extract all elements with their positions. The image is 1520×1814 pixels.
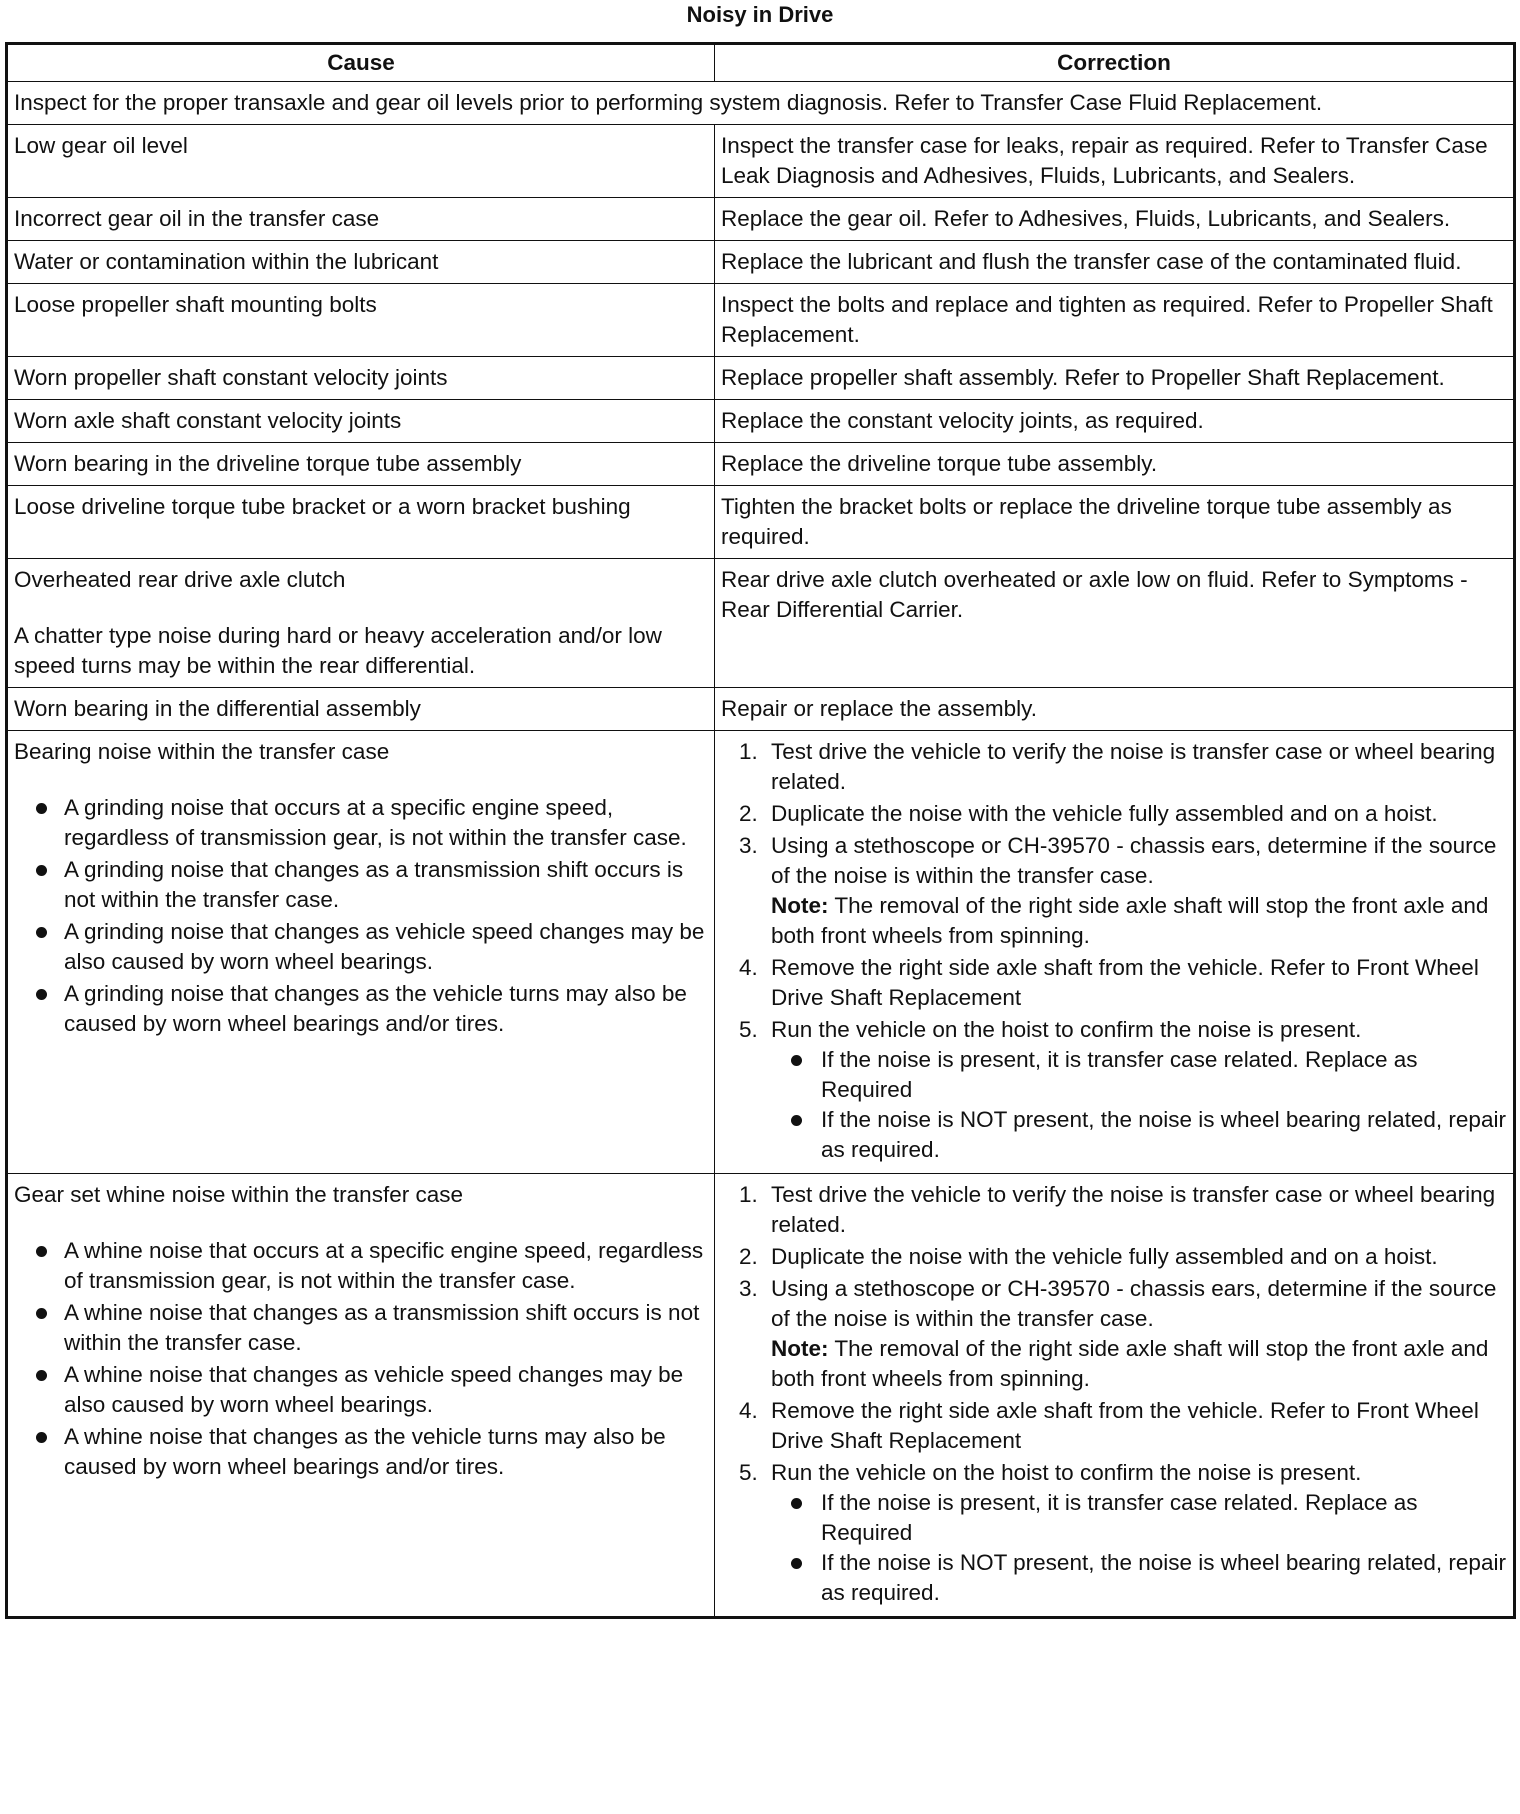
cause-header: Cause (7, 44, 715, 82)
step-number: 5. (739, 1017, 758, 1042)
table-row (7, 443, 1515, 486)
step-item (721, 737, 1507, 797)
step-item (721, 1396, 1507, 1456)
procedure-steps (721, 1180, 1507, 1608)
bullet-item: A grinding noise that changes as vehicle speed changes may be also caused by worn wheel bearings. (14, 917, 708, 977)
step-text: Using a stethoscope or CH-39570 - chassis ears, determine if the source of the noise is within the transfer case. (771, 1276, 1497, 1331)
cause-bullet-list (14, 793, 708, 1039)
cause-cell: Worn bearing in the driveline torque tube assembly (7, 443, 715, 486)
cause-cell: Worn axle shaft constant velocity joints (7, 400, 715, 443)
correction-cell (715, 731, 1515, 1174)
bullet-item: A grinding noise that changes as a transmission shift occurs is not within the transfer case. (14, 855, 708, 915)
cause-text: Bearing noise within the transfer case (14, 739, 390, 764)
sub-bullet-item: If the noise is NOT present, the noise is wheel bearing related, repair as required. (771, 1548, 1507, 1608)
procedure-steps (721, 737, 1507, 1165)
cause-text: Overheated rear drive axle clutch (14, 567, 346, 592)
correction-cell: Rear drive axle clutch overheated or axle low on fluid. Refer to Symptoms - Rear Differential Carrier. (715, 559, 1515, 688)
intro-cell: Inspect for the proper transaxle and gear oil levels prior to performing system diagnosis. Refer to Transfer Case Fluid Replacement. (7, 82, 1515, 125)
cause-cell (7, 731, 715, 1174)
correction-header: Correction (715, 44, 1515, 82)
correction-cell: Inspect the transfer case for leaks, repair as required. Refer to Transfer Case Leak Diagnosis and Adhesives, Fluids, Lubricants, and Sealers. (715, 125, 1515, 198)
note (771, 891, 1507, 951)
table-row (7, 1174, 1515, 1618)
step-item (721, 953, 1507, 1013)
step-item (721, 1274, 1507, 1394)
correction-cell: Replace propeller shaft assembly. Refer to Propeller Shaft Replacement. (715, 357, 1515, 400)
note-label: Note: (771, 893, 829, 918)
cause-cell: Worn propeller shaft constant velocity joints (7, 357, 715, 400)
step-number: 3. (739, 1276, 758, 1301)
step-number: 4. (739, 955, 758, 980)
step-text: Duplicate the noise with the vehicle fully assembled and on a hoist. (771, 801, 1438, 826)
step-text: Duplicate the noise with the vehicle fully assembled and on a hoist. (771, 1244, 1438, 1269)
table-row (7, 731, 1515, 1174)
table-row (7, 486, 1515, 559)
step-number: 1. (739, 1182, 758, 1207)
note (771, 1334, 1507, 1394)
cause-cell: Water or contamination within the lubricant (7, 241, 715, 284)
bullet-item: A grinding noise that occurs at a specific engine speed, regardless of transmission gear, is not within the transfer case. (14, 793, 708, 853)
step-number: 3. (739, 833, 758, 858)
step-number: 5. (739, 1460, 758, 1485)
step-text: Test drive the vehicle to verify the noise is transfer case or wheel bearing related. (771, 739, 1496, 794)
intro-row (7, 82, 1515, 125)
correction-cell: Inspect the bolts and replace and tighten as required. Refer to Propeller Shaft Replacement. (715, 284, 1515, 357)
step-item (721, 1180, 1507, 1240)
correction-cell: Repair or replace the assembly. (715, 688, 1515, 731)
cause-cell: Worn bearing in the differential assembly (7, 688, 715, 731)
sub-bullet-item: If the noise is present, it is transfer case related. Replace as Required (771, 1045, 1507, 1105)
step-number: 2. (739, 1244, 758, 1269)
step-text: Using a stethoscope or CH-39570 - chassis ears, determine if the source of the noise is within the transfer case. (771, 833, 1497, 888)
cause-text: Gear set whine noise within the transfer case (14, 1182, 463, 1207)
note-text: The removal of the right side axle shaft will stop the front axle and both front wheels from spinning. (771, 893, 1489, 948)
bullet-item: A grinding noise that changes as the vehicle turns may also be caused by worn wheel bearings and/or tires. (14, 979, 708, 1039)
cause-cell (7, 1174, 715, 1618)
step-text: Run the vehicle on the hoist to confirm the noise is present. (771, 1460, 1362, 1485)
cause-cell: Loose propeller shaft mounting bolts (7, 284, 715, 357)
bullet-item: A whine noise that changes as vehicle speed changes may be also caused by worn wheel bearings. (14, 1360, 708, 1420)
correction-cell: Replace the gear oil. Refer to Adhesives, Fluids, Lubricants, and Sealers. (715, 198, 1515, 241)
step-item (721, 1242, 1507, 1272)
step-number: 1. (739, 739, 758, 764)
table-row (7, 688, 1515, 731)
correction-cell: Tighten the bracket bolts or replace the driveline torque tube assembly as required. (715, 486, 1515, 559)
table-header-row (7, 44, 1515, 82)
sub-bullet-list (771, 1045, 1507, 1165)
step-item (721, 1458, 1507, 1608)
step-text: Remove the right side axle shaft from the vehicle. Refer to Front Wheel Drive Shaft Replacement (771, 1398, 1479, 1453)
table-row (7, 559, 1515, 688)
step-text: Run the vehicle on the hoist to confirm the noise is present. (771, 1017, 1362, 1042)
correction-cell (715, 1174, 1515, 1618)
sub-bullet-item: If the noise is present, it is transfer case related. Replace as Required (771, 1488, 1507, 1548)
step-item (721, 831, 1507, 951)
table-row (7, 241, 1515, 284)
step-text: Remove the right side axle shaft from the vehicle. Refer to Front Wheel Drive Shaft Replacement (771, 955, 1479, 1010)
table-row (7, 284, 1515, 357)
sub-bullet-list (771, 1488, 1507, 1608)
cause-detail: A chatter type noise during hard or heavy acceleration and/or low speed turns may be within the rear differential. (14, 623, 662, 678)
table-row (7, 400, 1515, 443)
table-row (7, 198, 1515, 241)
bullet-item: A whine noise that occurs at a specific engine speed, regardless of transmission gear, is not within the transfer case. (14, 1236, 708, 1296)
step-item (721, 799, 1507, 829)
cause-bullet-list (14, 1236, 708, 1482)
step-text: Test drive the vehicle to verify the noise is transfer case or wheel bearing related. (771, 1182, 1496, 1237)
note-text: The removal of the right side axle shaft will stop the front axle and both front wheels from spinning. (771, 1336, 1489, 1391)
correction-cell: Replace the driveline torque tube assembly. (715, 443, 1515, 486)
cause-cell: Incorrect gear oil in the transfer case (7, 198, 715, 241)
cause-cell: Loose driveline torque tube bracket or a worn bracket bushing (7, 486, 715, 559)
table-row (7, 125, 1515, 198)
note-label: Note: (771, 1336, 829, 1361)
step-item (721, 1015, 1507, 1165)
step-number: 4. (739, 1398, 758, 1423)
table-row (7, 357, 1515, 400)
bullet-item: A whine noise that changes as a transmission shift occurs is not within the transfer case. (14, 1298, 708, 1358)
bullet-item: A whine noise that changes as the vehicle turns may also be caused by worn wheel bearings and/or tires. (14, 1422, 708, 1482)
cause-cell: Low gear oil level (7, 125, 715, 198)
page-title: Noisy in Drive (686, 2, 834, 27)
step-number: 2. (739, 801, 758, 826)
correction-cell: Replace the constant velocity joints, as required. (715, 400, 1515, 443)
correction-cell: Replace the lubricant and flush the transfer case of the contaminated fluid. (715, 241, 1515, 284)
sub-bullet-item: If the noise is NOT present, the noise is wheel bearing related, repair as required. (771, 1105, 1507, 1165)
cause-cell (7, 559, 715, 688)
diagnosis-table (5, 42, 1516, 1619)
